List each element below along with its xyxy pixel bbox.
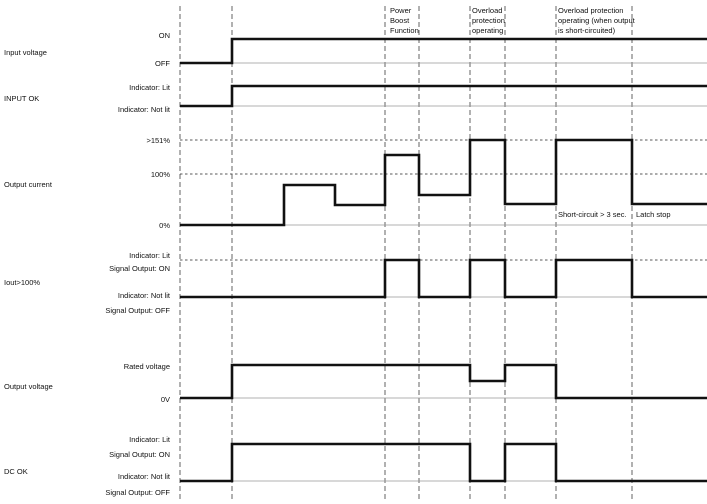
row-input-voltage xyxy=(4,31,707,68)
level-label-signal-on: Signal Output: ON xyxy=(109,264,170,273)
waveform-iout-over-100 xyxy=(180,260,707,297)
annotation-overload-line1: Overload xyxy=(472,6,503,15)
annotation-overload-line3: operating xyxy=(472,26,504,35)
level-label-lit: Indicator: Lit xyxy=(129,83,170,92)
level-label-not-lit: Indicator: Not lit xyxy=(117,291,170,300)
annotation-power-boost-line2: Boost xyxy=(390,16,410,25)
row-label-output-voltage: Output voltage xyxy=(4,382,53,391)
level-label-not-lit: Indicator: Not lit xyxy=(117,105,170,114)
annotation-power-boost xyxy=(390,6,419,35)
row-output-voltage xyxy=(4,362,707,404)
row-label-iout-over-100: Iout>100% xyxy=(4,278,41,287)
level-label-signal-off: Signal Output: OFF xyxy=(105,306,170,315)
level-label-lit: Indicator: Lit xyxy=(129,435,170,444)
waveform-input-voltage xyxy=(180,39,707,63)
time-markers xyxy=(180,6,632,500)
waveform-input-ok xyxy=(180,86,707,106)
row-label-input-voltage: Input voltage xyxy=(4,48,47,57)
annotation-short-line2: operating (when output xyxy=(558,16,635,25)
level-label-rated-voltage: Rated voltage xyxy=(123,362,170,371)
annotation-short-line3: is short-circuited) xyxy=(558,26,616,35)
note-latch-stop: Latch stop xyxy=(636,210,671,219)
annotation-power-boost-line3: Function xyxy=(390,26,419,35)
row-label-dc-ok: DC OK xyxy=(4,467,28,476)
annotation-overload-line2: protection xyxy=(472,16,505,25)
level-label-0v: 0V xyxy=(160,395,170,404)
row-label-input-ok: INPUT OK xyxy=(4,94,40,103)
annotation-short-line1: Overload protection xyxy=(558,6,624,15)
row-output-current xyxy=(4,136,707,230)
level-label-lit: Indicator: Lit xyxy=(129,251,170,260)
annotation-power-boost-line1: Power xyxy=(390,6,412,15)
level-label-on: ON xyxy=(158,31,170,40)
row-iout-over-100 xyxy=(4,251,707,315)
level-label-100-percent: 100% xyxy=(150,170,170,179)
annotation-overload-short xyxy=(558,6,636,35)
level-label-151-percent: >151% xyxy=(146,136,170,145)
level-label-not-lit: Indicator: Not lit xyxy=(117,472,170,481)
waveform-output-current xyxy=(180,140,707,225)
level-label-0-percent: 0% xyxy=(159,221,170,230)
annotation-overload-operating xyxy=(472,6,505,35)
level-label-signal-on: Signal Output: ON xyxy=(109,450,170,459)
row-label-output-current: Output current xyxy=(4,180,52,189)
level-label-off: OFF xyxy=(155,59,170,68)
waveform-dc-ok xyxy=(180,444,707,481)
level-label-signal-off: Signal Output: OFF xyxy=(105,488,170,497)
waveform-output-voltage xyxy=(180,365,707,398)
row-input-ok xyxy=(4,83,707,114)
note-short-circuit: Short-circuit > 3 sec. xyxy=(558,210,627,219)
row-dc-ok xyxy=(4,435,707,497)
